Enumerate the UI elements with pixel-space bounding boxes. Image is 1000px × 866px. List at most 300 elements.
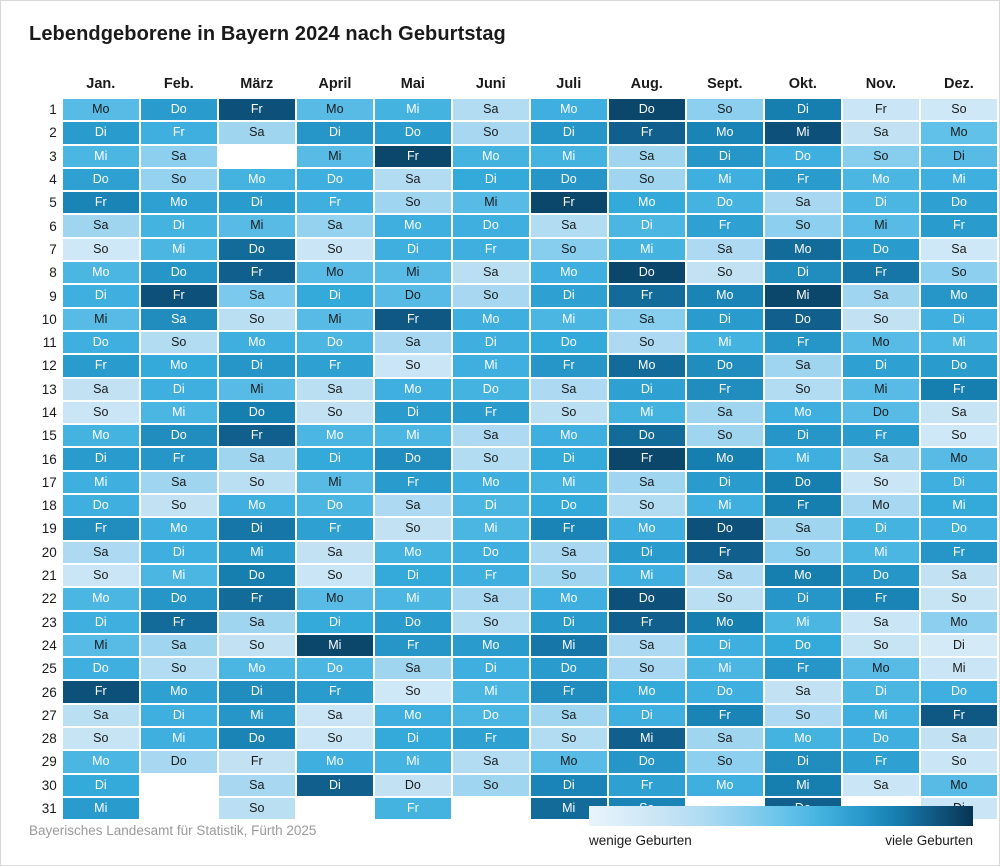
heatmap-cell[interactable]: Mi bbox=[141, 728, 217, 749]
heatmap-cell[interactable]: Do bbox=[453, 215, 529, 236]
heatmap-cell[interactable]: Sa bbox=[63, 705, 139, 726]
heatmap-cell[interactable]: So bbox=[531, 402, 607, 423]
heatmap-cell[interactable]: Fr bbox=[375, 309, 451, 330]
heatmap-cell[interactable]: Mi bbox=[63, 146, 139, 167]
heatmap-cell[interactable]: Mo bbox=[765, 728, 841, 749]
heatmap-cell[interactable]: Mi bbox=[921, 658, 997, 679]
heatmap-cell[interactable]: Mi bbox=[531, 472, 607, 493]
heatmap-cell[interactable]: So bbox=[297, 402, 373, 423]
heatmap-cell[interactable]: Do bbox=[63, 495, 139, 516]
heatmap-cell[interactable]: Fr bbox=[921, 215, 997, 236]
heatmap-cell[interactable]: Mo bbox=[687, 285, 763, 306]
heatmap-cell[interactable]: So bbox=[141, 658, 217, 679]
heatmap-cell[interactable]: Mo bbox=[453, 472, 529, 493]
heatmap-cell[interactable]: Do bbox=[141, 425, 217, 446]
heatmap-cell[interactable]: Sa bbox=[531, 379, 607, 400]
heatmap-cell[interactable]: Fr bbox=[609, 122, 685, 143]
heatmap-cell[interactable]: Do bbox=[765, 635, 841, 656]
heatmap-cell[interactable]: Sa bbox=[843, 775, 919, 796]
heatmap-cell[interactable]: Fr bbox=[687, 542, 763, 563]
heatmap-cell[interactable]: Fr bbox=[609, 448, 685, 469]
heatmap-cell[interactable]: Mo bbox=[531, 751, 607, 772]
heatmap-cell[interactable]: Di bbox=[297, 448, 373, 469]
heatmap-cell[interactable]: So bbox=[141, 332, 217, 353]
heatmap-cell[interactable]: Mi bbox=[609, 728, 685, 749]
heatmap-cell[interactable]: Sa bbox=[453, 588, 529, 609]
heatmap-cell[interactable]: Do bbox=[765, 472, 841, 493]
heatmap-cell[interactable]: Fr bbox=[921, 705, 997, 726]
heatmap-cell[interactable]: Di bbox=[687, 309, 763, 330]
heatmap-cell[interactable]: Di bbox=[765, 588, 841, 609]
heatmap-cell[interactable]: Do bbox=[219, 239, 295, 260]
heatmap-cell[interactable]: Di bbox=[687, 146, 763, 167]
heatmap-cell[interactable]: Di bbox=[63, 122, 139, 143]
heatmap-cell[interactable]: Fr bbox=[843, 262, 919, 283]
heatmap-cell[interactable]: Sa bbox=[375, 495, 451, 516]
heatmap-cell[interactable]: Do bbox=[921, 192, 997, 213]
heatmap-cell[interactable]: Mi bbox=[843, 705, 919, 726]
heatmap-cell[interactable]: Mi bbox=[765, 775, 841, 796]
heatmap-cell[interactable]: Di bbox=[765, 262, 841, 283]
heatmap-cell[interactable]: Di bbox=[765, 99, 841, 120]
heatmap-cell[interactable]: Fr bbox=[375, 798, 451, 819]
heatmap-cell[interactable]: Fr bbox=[375, 146, 451, 167]
heatmap-cell[interactable]: Mo bbox=[531, 262, 607, 283]
heatmap-cell[interactable]: Fr bbox=[843, 588, 919, 609]
heatmap-cell[interactable]: So bbox=[843, 635, 919, 656]
heatmap-cell[interactable]: Do bbox=[297, 332, 373, 353]
heatmap-cell[interactable]: Sa bbox=[921, 728, 997, 749]
heatmap-cell[interactable]: Di bbox=[531, 285, 607, 306]
heatmap-cell[interactable]: Mo bbox=[453, 635, 529, 656]
heatmap-cell[interactable]: Fr bbox=[63, 518, 139, 539]
heatmap-cell[interactable]: Di bbox=[141, 542, 217, 563]
heatmap-cell[interactable]: Di bbox=[765, 425, 841, 446]
heatmap-cell[interactable]: Do bbox=[453, 542, 529, 563]
heatmap-cell[interactable]: Fr bbox=[531, 192, 607, 213]
heatmap-cell[interactable]: Sa bbox=[219, 122, 295, 143]
heatmap-cell[interactable]: Mi bbox=[453, 192, 529, 213]
heatmap-cell[interactable]: Mo bbox=[765, 402, 841, 423]
heatmap-cell[interactable]: Mo bbox=[375, 215, 451, 236]
heatmap-cell[interactable]: Di bbox=[843, 518, 919, 539]
heatmap-cell[interactable]: Sa bbox=[921, 402, 997, 423]
heatmap-cell[interactable]: Fr bbox=[531, 518, 607, 539]
heatmap-cell[interactable]: Mi bbox=[921, 332, 997, 353]
heatmap-cell[interactable]: So bbox=[375, 192, 451, 213]
heatmap-cell[interactable]: Mo bbox=[453, 309, 529, 330]
heatmap-cell[interactable]: Mi bbox=[765, 448, 841, 469]
heatmap-cell[interactable]: Do bbox=[921, 681, 997, 702]
heatmap-cell[interactable]: Di bbox=[531, 775, 607, 796]
heatmap-cell[interactable]: Sa bbox=[141, 472, 217, 493]
heatmap-cell[interactable]: Mi bbox=[141, 239, 217, 260]
heatmap-cell[interactable]: Do bbox=[531, 495, 607, 516]
heatmap-cell[interactable]: So bbox=[765, 705, 841, 726]
heatmap-cell[interactable]: Do bbox=[921, 355, 997, 376]
heatmap-cell[interactable]: So bbox=[453, 775, 529, 796]
heatmap-cell[interactable]: Fr bbox=[765, 332, 841, 353]
heatmap-cell[interactable]: Fr bbox=[219, 425, 295, 446]
heatmap-cell[interactable]: Sa bbox=[687, 239, 763, 260]
heatmap-cell[interactable]: Mi bbox=[531, 798, 607, 819]
heatmap-cell[interactable]: Di bbox=[63, 612, 139, 633]
heatmap-cell[interactable]: Mo bbox=[219, 169, 295, 190]
heatmap-cell[interactable]: Fr bbox=[687, 705, 763, 726]
heatmap-cell[interactable]: So bbox=[375, 681, 451, 702]
heatmap-cell[interactable]: Do bbox=[921, 518, 997, 539]
heatmap-cell[interactable]: Do bbox=[297, 495, 373, 516]
heatmap-cell[interactable]: Mi bbox=[375, 425, 451, 446]
heatmap-cell[interactable]: Mo bbox=[921, 448, 997, 469]
heatmap-cell[interactable]: Do bbox=[531, 658, 607, 679]
heatmap-cell[interactable]: Mo bbox=[297, 425, 373, 446]
heatmap-cell[interactable]: Mo bbox=[63, 425, 139, 446]
heatmap-cell[interactable]: Mi bbox=[297, 146, 373, 167]
heatmap-cell[interactable]: Di bbox=[63, 285, 139, 306]
heatmap-cell[interactable]: Di bbox=[375, 565, 451, 586]
heatmap-cell[interactable]: Sa bbox=[219, 775, 295, 796]
heatmap-cell[interactable]: Fr bbox=[609, 612, 685, 633]
heatmap-cell[interactable]: Fr bbox=[609, 775, 685, 796]
heatmap-cell[interactable]: Di bbox=[297, 612, 373, 633]
heatmap-cell[interactable]: Fr bbox=[141, 448, 217, 469]
heatmap-cell[interactable]: Mi bbox=[687, 332, 763, 353]
heatmap-cell[interactable]: Di bbox=[531, 612, 607, 633]
heatmap-cell[interactable]: Di bbox=[219, 518, 295, 539]
heatmap-cell[interactable]: Di bbox=[921, 635, 997, 656]
heatmap-cell[interactable]: Mo bbox=[687, 122, 763, 143]
heatmap-cell[interactable]: Di bbox=[921, 472, 997, 493]
heatmap-cell[interactable]: Di bbox=[141, 215, 217, 236]
heatmap-cell[interactable]: Do bbox=[765, 309, 841, 330]
heatmap-cell[interactable]: Sa bbox=[687, 728, 763, 749]
heatmap-cell[interactable]: Fr bbox=[843, 99, 919, 120]
heatmap-cell[interactable]: Do bbox=[141, 262, 217, 283]
heatmap-cell[interactable]: So bbox=[141, 169, 217, 190]
heatmap-cell[interactable]: So bbox=[765, 215, 841, 236]
heatmap-cell[interactable]: Sa bbox=[843, 612, 919, 633]
heatmap-cell[interactable]: Do bbox=[531, 332, 607, 353]
heatmap-cell[interactable]: Do bbox=[843, 239, 919, 260]
heatmap-cell[interactable]: Di bbox=[921, 309, 997, 330]
heatmap-cell[interactable]: Fr bbox=[687, 215, 763, 236]
heatmap-cell[interactable]: Mi bbox=[531, 635, 607, 656]
heatmap-cell[interactable]: Sa bbox=[63, 215, 139, 236]
heatmap-cell[interactable]: Sa bbox=[453, 99, 529, 120]
heatmap-cell[interactable]: Fr bbox=[765, 169, 841, 190]
heatmap-cell[interactable]: Mo bbox=[531, 99, 607, 120]
heatmap-cell[interactable]: Fr bbox=[453, 239, 529, 260]
heatmap-cell[interactable]: Mo bbox=[141, 355, 217, 376]
heatmap-cell[interactable]: Do bbox=[609, 99, 685, 120]
heatmap-cell[interactable]: Sa bbox=[609, 635, 685, 656]
heatmap-cell[interactable]: Do bbox=[375, 285, 451, 306]
heatmap-cell[interactable]: So bbox=[921, 751, 997, 772]
heatmap-cell[interactable]: Sa bbox=[297, 379, 373, 400]
heatmap-cell[interactable]: Do bbox=[297, 169, 373, 190]
heatmap-cell[interactable]: Sa bbox=[63, 379, 139, 400]
heatmap-cell[interactable]: Di bbox=[453, 169, 529, 190]
heatmap-cell[interactable]: Sa bbox=[297, 705, 373, 726]
heatmap-cell[interactable]: So bbox=[609, 495, 685, 516]
heatmap-cell[interactable]: Mo bbox=[687, 775, 763, 796]
heatmap-cell[interactable]: Mo bbox=[531, 588, 607, 609]
heatmap-cell[interactable]: Mi bbox=[609, 402, 685, 423]
heatmap-cell[interactable]: So bbox=[609, 332, 685, 353]
heatmap-cell[interactable]: Mo bbox=[687, 448, 763, 469]
heatmap-cell[interactable]: Mi bbox=[297, 472, 373, 493]
heatmap-cell[interactable]: Mo bbox=[609, 681, 685, 702]
heatmap-cell[interactable]: Sa bbox=[141, 309, 217, 330]
heatmap-cell[interactable]: Sa bbox=[921, 239, 997, 260]
heatmap-cell[interactable]: Mo bbox=[687, 612, 763, 633]
heatmap-cell[interactable]: So bbox=[297, 565, 373, 586]
heatmap-cell[interactable]: Do bbox=[609, 262, 685, 283]
heatmap-cell[interactable]: Mo bbox=[921, 612, 997, 633]
heatmap-cell[interactable]: Mi bbox=[687, 169, 763, 190]
heatmap-cell[interactable]: Fr bbox=[609, 285, 685, 306]
heatmap-cell[interactable]: Fr bbox=[297, 192, 373, 213]
heatmap-cell[interactable]: Fr bbox=[765, 495, 841, 516]
heatmap-cell[interactable]: Fr bbox=[219, 751, 295, 772]
heatmap-cell[interactable]: Sa bbox=[63, 542, 139, 563]
heatmap-cell[interactable]: Mi bbox=[375, 751, 451, 772]
heatmap-cell[interactable]: Di bbox=[63, 775, 139, 796]
heatmap-cell[interactable]: Sa bbox=[609, 472, 685, 493]
heatmap-cell[interactable]: Mo bbox=[531, 425, 607, 446]
heatmap-cell[interactable]: Fr bbox=[141, 612, 217, 633]
heatmap-cell[interactable]: Sa bbox=[219, 612, 295, 633]
heatmap-cell[interactable]: Mo bbox=[375, 542, 451, 563]
heatmap-cell[interactable]: Mi bbox=[453, 355, 529, 376]
heatmap-cell[interactable]: Sa bbox=[687, 402, 763, 423]
heatmap-cell[interactable]: Di bbox=[843, 355, 919, 376]
heatmap-cell[interactable]: Do bbox=[219, 728, 295, 749]
heatmap-cell[interactable]: Do bbox=[453, 705, 529, 726]
heatmap-cell[interactable]: Do bbox=[687, 681, 763, 702]
heatmap-cell[interactable]: Sa bbox=[765, 518, 841, 539]
heatmap-cell[interactable]: Mo bbox=[843, 658, 919, 679]
heatmap-cell[interactable]: So bbox=[765, 379, 841, 400]
heatmap-cell[interactable]: Mi bbox=[141, 402, 217, 423]
heatmap-cell[interactable]: Fr bbox=[63, 355, 139, 376]
heatmap-cell[interactable]: Sa bbox=[375, 332, 451, 353]
heatmap-cell[interactable]: Mo bbox=[843, 332, 919, 353]
heatmap-cell[interactable]: Di bbox=[609, 215, 685, 236]
heatmap-cell[interactable]: Mo bbox=[609, 192, 685, 213]
heatmap-cell[interactable]: So bbox=[453, 122, 529, 143]
heatmap-cell[interactable]: Mo bbox=[141, 518, 217, 539]
heatmap-cell[interactable]: Di bbox=[219, 681, 295, 702]
heatmap-cell[interactable]: Fr bbox=[141, 285, 217, 306]
heatmap-cell[interactable]: Mo bbox=[921, 775, 997, 796]
heatmap-cell[interactable]: Sa bbox=[141, 635, 217, 656]
heatmap-cell[interactable]: Mo bbox=[609, 518, 685, 539]
heatmap-cell[interactable]: Sa bbox=[765, 681, 841, 702]
heatmap-cell[interactable]: So bbox=[687, 425, 763, 446]
heatmap-cell[interactable]: Sa bbox=[453, 751, 529, 772]
heatmap-cell[interactable]: Mo bbox=[63, 751, 139, 772]
heatmap-cell[interactable]: So bbox=[687, 751, 763, 772]
heatmap-cell[interactable]: Sa bbox=[297, 542, 373, 563]
heatmap-cell[interactable]: Do bbox=[687, 518, 763, 539]
heatmap-cell[interactable]: Di bbox=[687, 472, 763, 493]
heatmap-cell[interactable]: Di bbox=[609, 379, 685, 400]
heatmap-cell[interactable]: Do bbox=[375, 775, 451, 796]
heatmap-cell[interactable]: Mi bbox=[453, 681, 529, 702]
heatmap-cell[interactable]: Mi bbox=[219, 215, 295, 236]
heatmap-cell[interactable]: So bbox=[453, 285, 529, 306]
heatmap-cell[interactable]: Di bbox=[297, 285, 373, 306]
heatmap-cell[interactable]: Sa bbox=[297, 215, 373, 236]
heatmap-cell[interactable]: Mo bbox=[453, 146, 529, 167]
heatmap-cell[interactable]: Mi bbox=[297, 309, 373, 330]
heatmap-cell[interactable]: Fr bbox=[297, 681, 373, 702]
heatmap-cell[interactable]: Do bbox=[141, 751, 217, 772]
heatmap-cell[interactable]: Mo bbox=[63, 99, 139, 120]
heatmap-cell[interactable]: Fr bbox=[843, 425, 919, 446]
heatmap-cell[interactable]: Mo bbox=[375, 705, 451, 726]
heatmap-cell[interactable]: So bbox=[375, 518, 451, 539]
heatmap-cell[interactable]: So bbox=[297, 728, 373, 749]
heatmap-cell[interactable]: Sa bbox=[531, 705, 607, 726]
heatmap-cell[interactable]: Mi bbox=[63, 309, 139, 330]
heatmap-cell[interactable]: Mi bbox=[765, 122, 841, 143]
heatmap-cell[interactable]: Mo bbox=[141, 681, 217, 702]
heatmap-cell[interactable]: So bbox=[843, 146, 919, 167]
heatmap-cell[interactable]: Di bbox=[219, 192, 295, 213]
heatmap-cell[interactable]: Fr bbox=[531, 681, 607, 702]
heatmap-cell[interactable]: Mo bbox=[375, 379, 451, 400]
heatmap-cell[interactable]: Sa bbox=[375, 169, 451, 190]
heatmap-cell[interactable]: Do bbox=[297, 658, 373, 679]
heatmap-cell[interactable]: So bbox=[219, 798, 295, 819]
heatmap-cell[interactable]: Mi bbox=[375, 99, 451, 120]
heatmap-cell[interactable]: Mi bbox=[453, 518, 529, 539]
heatmap-cell[interactable]: So bbox=[687, 99, 763, 120]
heatmap-cell[interactable]: Sa bbox=[765, 355, 841, 376]
heatmap-cell[interactable]: So bbox=[843, 472, 919, 493]
heatmap-cell[interactable]: Do bbox=[63, 169, 139, 190]
heatmap-cell[interactable]: Mi bbox=[297, 635, 373, 656]
heatmap-cell[interactable]: Mo bbox=[609, 355, 685, 376]
heatmap-cell[interactable]: Di bbox=[453, 332, 529, 353]
heatmap-cell[interactable]: Sa bbox=[765, 192, 841, 213]
heatmap-cell[interactable]: Mo bbox=[765, 239, 841, 260]
heatmap-cell[interactable]: Do bbox=[375, 448, 451, 469]
heatmap-cell[interactable]: Do bbox=[609, 751, 685, 772]
heatmap-cell[interactable]: So bbox=[63, 239, 139, 260]
heatmap-cell[interactable]: So bbox=[63, 728, 139, 749]
heatmap-cell[interactable]: Do bbox=[453, 379, 529, 400]
heatmap-cell[interactable]: Di bbox=[687, 635, 763, 656]
heatmap-cell[interactable]: So bbox=[843, 309, 919, 330]
heatmap-cell[interactable]: Mi bbox=[219, 705, 295, 726]
heatmap-cell[interactable]: Mi bbox=[531, 146, 607, 167]
heatmap-cell[interactable]: Di bbox=[219, 355, 295, 376]
heatmap-cell[interactable]: So bbox=[297, 239, 373, 260]
heatmap-cell[interactable]: Fr bbox=[375, 472, 451, 493]
heatmap-cell[interactable]: Fr bbox=[921, 379, 997, 400]
heatmap-cell[interactable]: Mo bbox=[63, 588, 139, 609]
heatmap-cell[interactable]: Mi bbox=[687, 495, 763, 516]
heatmap-cell[interactable]: Sa bbox=[843, 448, 919, 469]
heatmap-cell[interactable]: Di bbox=[63, 448, 139, 469]
heatmap-cell[interactable]: Sa bbox=[921, 565, 997, 586]
heatmap-cell[interactable]: Di bbox=[141, 379, 217, 400]
heatmap-cell[interactable]: Do bbox=[843, 728, 919, 749]
heatmap-cell[interactable]: Mi bbox=[765, 612, 841, 633]
heatmap-cell[interactable]: Sa bbox=[531, 542, 607, 563]
heatmap-cell[interactable]: Do bbox=[843, 402, 919, 423]
heatmap-cell[interactable]: Di bbox=[297, 775, 373, 796]
heatmap-cell[interactable]: So bbox=[219, 309, 295, 330]
heatmap-cell[interactable]: Mi bbox=[63, 798, 139, 819]
heatmap-cell[interactable]: Mi bbox=[219, 379, 295, 400]
heatmap-cell[interactable]: Di bbox=[921, 146, 997, 167]
heatmap-cell[interactable]: Mo bbox=[765, 565, 841, 586]
heatmap-cell[interactable]: Mi bbox=[63, 472, 139, 493]
heatmap-cell[interactable]: Sa bbox=[843, 122, 919, 143]
heatmap-cell[interactable]: So bbox=[609, 658, 685, 679]
heatmap-cell[interactable]: Fr bbox=[453, 565, 529, 586]
heatmap-cell[interactable]: Fr bbox=[531, 355, 607, 376]
heatmap-cell[interactable]: Do bbox=[531, 169, 607, 190]
heatmap-cell[interactable]: Do bbox=[765, 146, 841, 167]
heatmap-cell[interactable]: Mo bbox=[141, 192, 217, 213]
heatmap-cell[interactable]: So bbox=[765, 542, 841, 563]
heatmap-cell[interactable]: Mo bbox=[921, 122, 997, 143]
heatmap-cell[interactable]: So bbox=[531, 565, 607, 586]
heatmap-cell[interactable]: Mi bbox=[63, 635, 139, 656]
heatmap-cell[interactable]: Do bbox=[141, 588, 217, 609]
heatmap-cell[interactable]: Sa bbox=[453, 425, 529, 446]
heatmap-cell[interactable]: Mi bbox=[921, 169, 997, 190]
heatmap-cell[interactable]: Sa bbox=[843, 285, 919, 306]
heatmap-cell[interactable]: Fr bbox=[375, 635, 451, 656]
heatmap-cell[interactable]: So bbox=[921, 99, 997, 120]
heatmap-cell[interactable]: Di bbox=[453, 658, 529, 679]
heatmap-cell[interactable]: So bbox=[375, 355, 451, 376]
heatmap-cell[interactable]: Mi bbox=[375, 588, 451, 609]
heatmap-cell[interactable]: Di bbox=[141, 705, 217, 726]
heatmap-cell[interactable]: Mo bbox=[297, 262, 373, 283]
heatmap-cell[interactable]: Mo bbox=[921, 285, 997, 306]
heatmap-cell[interactable]: Fr bbox=[297, 355, 373, 376]
heatmap-cell[interactable]: Mo bbox=[297, 588, 373, 609]
heatmap-cell[interactable]: Mo bbox=[219, 332, 295, 353]
heatmap-cell[interactable]: Do bbox=[687, 192, 763, 213]
heatmap-cell[interactable]: Do bbox=[375, 612, 451, 633]
heatmap-cell[interactable]: Fr bbox=[453, 728, 529, 749]
heatmap-cell[interactable]: Fr bbox=[141, 122, 217, 143]
heatmap-cell[interactable]: Fr bbox=[921, 542, 997, 563]
heatmap-cell[interactable]: Fr bbox=[219, 262, 295, 283]
heatmap-cell[interactable]: Sa bbox=[609, 309, 685, 330]
heatmap-cell[interactable]: Sa bbox=[453, 262, 529, 283]
heatmap-cell[interactable]: Do bbox=[141, 99, 217, 120]
heatmap-cell[interactable]: Mi bbox=[765, 285, 841, 306]
heatmap-cell[interactable]: Mo bbox=[843, 169, 919, 190]
heatmap-cell[interactable]: Sa bbox=[531, 215, 607, 236]
heatmap-cell[interactable]: Mo bbox=[219, 495, 295, 516]
heatmap-cell[interactable]: Sa bbox=[219, 285, 295, 306]
heatmap-cell[interactable]: So bbox=[219, 635, 295, 656]
heatmap-cell[interactable]: Di bbox=[453, 495, 529, 516]
heatmap-cell[interactable]: Mi bbox=[921, 495, 997, 516]
heatmap-cell[interactable]: Mo bbox=[219, 658, 295, 679]
